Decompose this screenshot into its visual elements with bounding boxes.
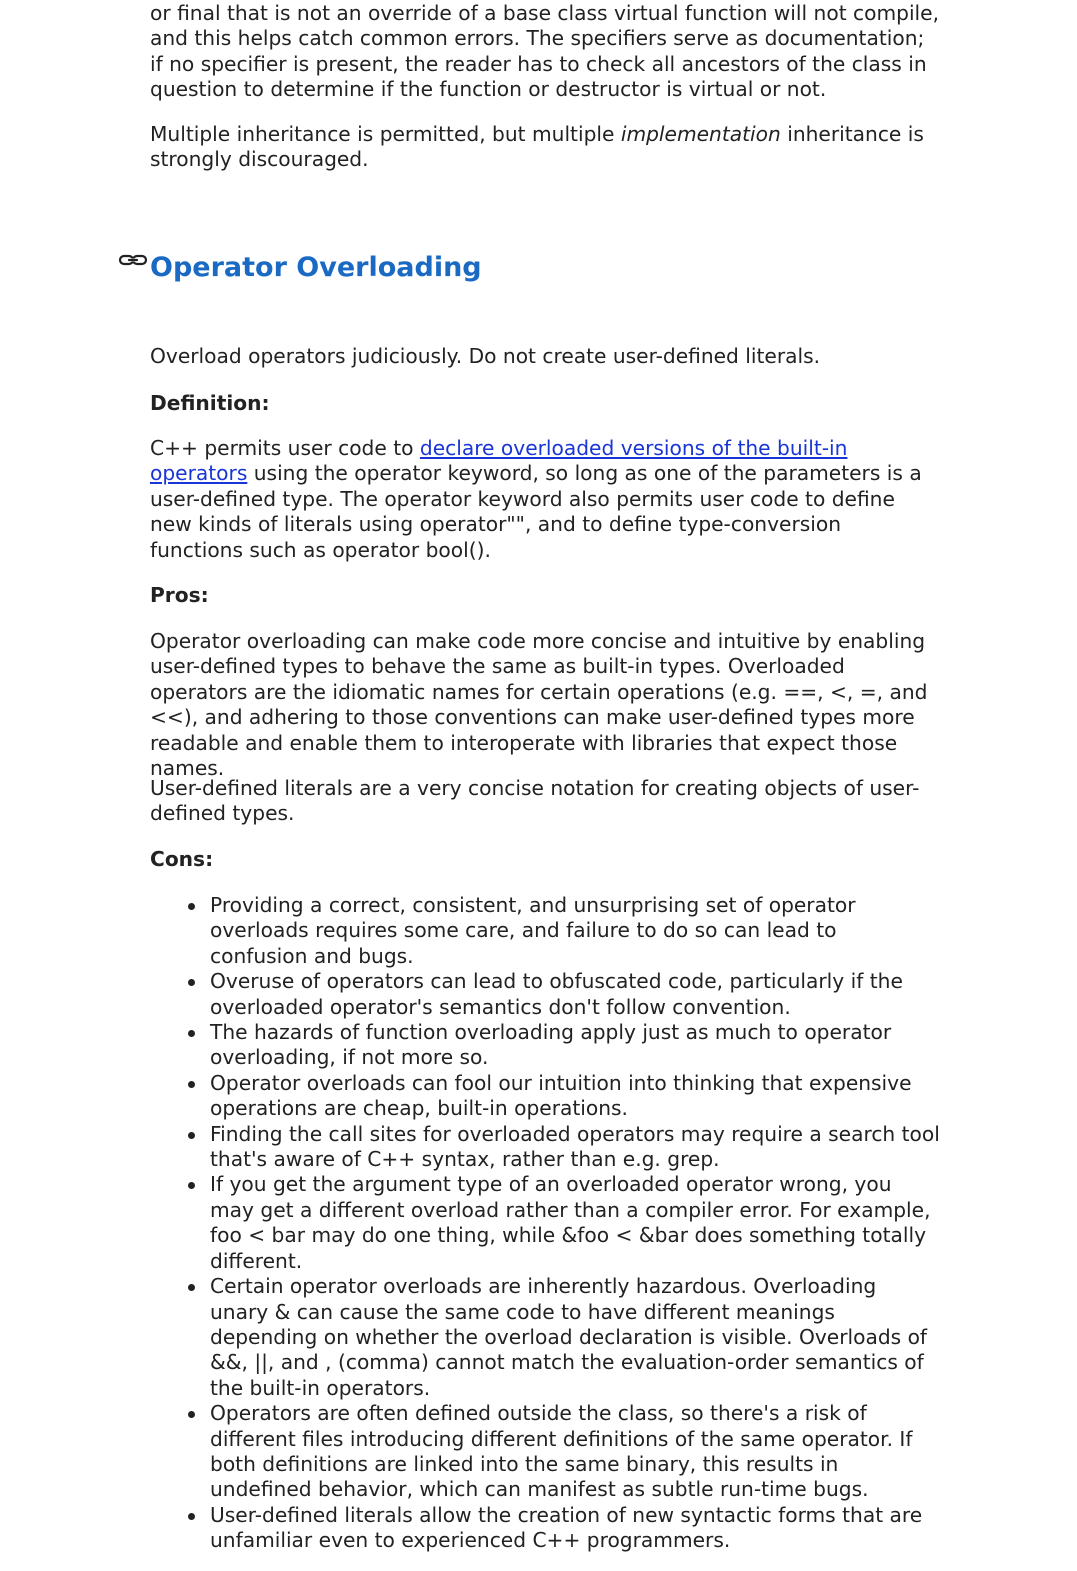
cons-list-item: Certain operator overloads are inherently hazardous. Overloading unary & can cause the same code to have different meanings depending on whether the overload declaration is visible. Overloads of &&, ||, and , (comma) cannot match the evaluation-order semantics of the built-in operators. bbox=[210, 1274, 940, 1401]
inheritance-text-end: inheritance is strongly discouraged. bbox=[150, 122, 924, 172]
section-heading bbox=[118, 250, 482, 286]
implementation-emphasis: implementation bbox=[620, 122, 781, 146]
inheritance-text-start: Multiple inheritance is permitted, but multiple bbox=[150, 122, 621, 146]
cons-list-item: User-defined literals allow the creation of new syntactic forms that are unfamiliar even to experienced C++ programmers. bbox=[210, 1503, 940, 1554]
cons-list-item: Finding the call sites for overloaded operators may require a search tool that's aware of C++ syntax, rather than e.g. grep. bbox=[210, 1121, 940, 1172]
pros-paragraph-1: Operator overloading can make code more concise and intuitive by enabling user-defined types to behave the same as built-in types. Overloaded operators are the idiomatic names for certain operations (e.g. ==, <, =, and <<), and adhering to those conventions can make user-defined types more readable and enable them to interoperate with libraries that expect those names. bbox=[150, 629, 928, 781]
cons-list-item: Operator overloads can fool our intuition into thinking that expensive operations are cheap, built-in operations. bbox=[210, 1071, 940, 1122]
section-summary: Overload operators judiciously. Do not create user-defined literals. bbox=[150, 344, 821, 368]
cons-list bbox=[150, 893, 940, 1554]
pros-paragraph-2: User-defined literals are a very concise notation for creating objects of user-defined types. bbox=[150, 776, 920, 826]
cons-list-item: Overuse of operators can lead to obfuscated code, particularly if the overloaded operator's semantics don't follow convention. bbox=[210, 969, 940, 1020]
pros-heading: Pros: bbox=[150, 583, 209, 607]
definition-text-end: using the operator keyword, so long as one of the parameters is a user-defined type. The operator keyword also permits user code to define new kinds of literals using operator"", and to define type-conversion functions such as operator bool(). bbox=[150, 461, 922, 562]
link-icon[interactable] bbox=[118, 245, 148, 275]
cons-list-item: The hazards of function overloading apply just as much to operator overloading, if not more so. bbox=[210, 1020, 940, 1071]
definition-heading: Definition: bbox=[150, 391, 270, 415]
cons-list-item: If you get the argument type of an overloaded operator wrong, you may get a different overload rather than a compiler error. For example, foo < bar may do one thing, while &foo < &bar does something totally different. bbox=[210, 1172, 940, 1274]
cons-list-item: Operators are often defined outside the class, so there's a risk of different files introducing different definitions of the same operator. If both definitions are linked into the same binary, this results in undefined behavior, which can manifest as subtle run-time bugs. bbox=[210, 1401, 940, 1503]
section-title: Operator Overloading bbox=[150, 252, 482, 283]
cons-list-item: Providing a correct, consistent, and unsurprising set of operator overloads requires some care, and failure to do so can lead to confusion and bugs. bbox=[210, 893, 940, 969]
intro-paragraph: or final that is not an override of a base class virtual function will not compile, and this helps catch common errors. The specifiers serve as documentation; if no specifier is present, the reader has to check all ancestors of the class in question to determine if the function or destructor is virtual or not. bbox=[150, 1, 940, 102]
inheritance-paragraph bbox=[150, 122, 940, 173]
definition-paragraph bbox=[150, 436, 940, 563]
overloaded-operators-link[interactable]: declare overloaded versions of the built-in operators bbox=[150, 436, 848, 486]
cons-heading: Cons: bbox=[150, 847, 214, 871]
definition-text-start: C++ permits user code to bbox=[150, 436, 420, 460]
